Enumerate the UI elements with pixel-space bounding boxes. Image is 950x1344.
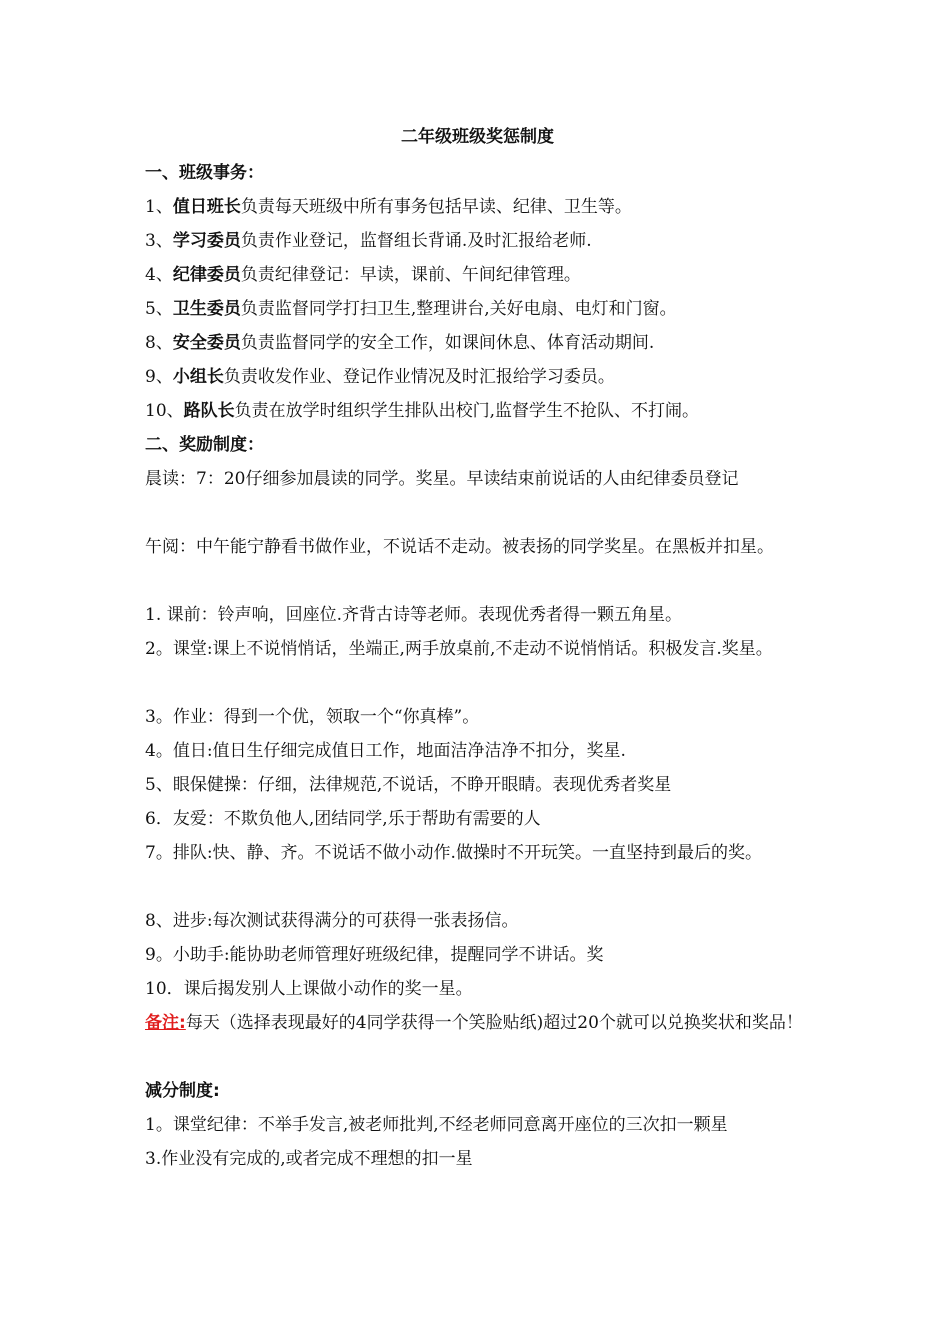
duty-item: 10、路队长负责在放学时组织学生排队出校门,监督学生不抢队、不打闹。 xyxy=(145,401,700,421)
note-text: 每天（选择表现最好的4同学获得一个笑脸贴纸)超过20个就可以兑换奖状和奖品！ xyxy=(185,1013,803,1033)
duty-item: 1、值日班长负责每天班级中所有事务包括早读、纪律、卫生等。 xyxy=(145,197,632,217)
role-name: 路队长 xyxy=(183,401,235,421)
reward-rule: 4。值日:值日生仔细完成值日工作，地面洁净洁净不扣分，奖星. xyxy=(145,741,626,761)
reward-rule: 6．友爱：不欺负他人,团结同学,乐于帮助有需要的人 xyxy=(145,809,541,829)
reward-rule: 7。排队:快、静、齐。不说话不做小动作.做操时不开玩笑。一直坚持到最后的奖。 xyxy=(145,843,762,863)
reward-rule: 10．课后揭发别人上课做小动作的奖一星。 xyxy=(145,979,473,999)
duty-item: 9、小组长负责收发作业、登记作业情况及时汇报给学习委员。 xyxy=(145,367,615,387)
section-heading-deductions: 减分制度: xyxy=(145,1081,220,1101)
deduction-rule: 3.作业没有完成的,或者完成不理想的扣一星 xyxy=(145,1149,473,1169)
deduction-rule: 1。课堂纪律：不举手发言,被老师批判,不经老师同意离开座位的三次扣一颗星 xyxy=(145,1115,728,1135)
reward-rule: 3。作业：得到一个优，领取一个“你真棒”。 xyxy=(145,707,480,727)
duty-item: 3、学习委员负责作业登记，监督组长背诵.及时汇报给老师. xyxy=(145,231,592,251)
duty-item: 4、纪律委员负责纪律登记：早读，课前、午间纪律管理。 xyxy=(145,265,581,285)
reward-rule: 8、进步:每次测试获得满分的可获得一张表扬信。 xyxy=(145,911,519,931)
section-heading-rewards: 二、奖励制度： xyxy=(145,435,264,455)
role-name: 值日班长 xyxy=(172,197,241,217)
role-name: 小组长 xyxy=(172,367,224,387)
reward-rule: 9。小助手:能协助老师管理好班级纪律，提醒同学不讲话。奖 xyxy=(145,945,604,965)
role-name: 卫生委员 xyxy=(172,299,241,319)
note-label: 备注: xyxy=(145,1013,186,1033)
morning-reading-rule: 晨读：7：20仔细参加晨读的同学。奖星。早读结束前说话的人由纪律委员登记 xyxy=(145,469,739,489)
duty-item: 8、安全委员负责监督同学的安全工作，如课间休息、体育活动期间. xyxy=(145,333,655,353)
duty-item: 5、卫生委员负责监督同学打扫卫生,整理讲台,关好电扇、电灯和门窗。 xyxy=(145,299,677,319)
noon-reading-rule: 午阅：中午能宁静看书做作业，不说话不走动。被表扬的同学奖星。在黑板并扣星。 xyxy=(145,537,774,557)
reward-rule: 1. 课前：铃声响，回座位.齐背古诗等老师。表现优秀者得一颗五角星。 xyxy=(145,605,683,625)
reward-rule: 5、眼保健操：仔细，法律规范,不说话，不睁开眼睛。表现优秀者奖星 xyxy=(145,775,672,795)
role-name: 学习委员 xyxy=(172,231,241,251)
note-paragraph xyxy=(145,1006,810,1074)
role-name: 纪律委员 xyxy=(172,265,241,285)
document-title: 二年级班级奖惩制度 xyxy=(401,127,554,147)
role-name: 安全委员 xyxy=(172,333,241,353)
reward-rule: 2。课堂:课上不说悄悄话，坐端正,两手放桌前,不走动不说悄悄话。积极发言.奖星。 xyxy=(145,639,773,659)
document-page xyxy=(145,118,810,1176)
section-heading-class-affairs: 一、班级事务： xyxy=(145,163,264,183)
